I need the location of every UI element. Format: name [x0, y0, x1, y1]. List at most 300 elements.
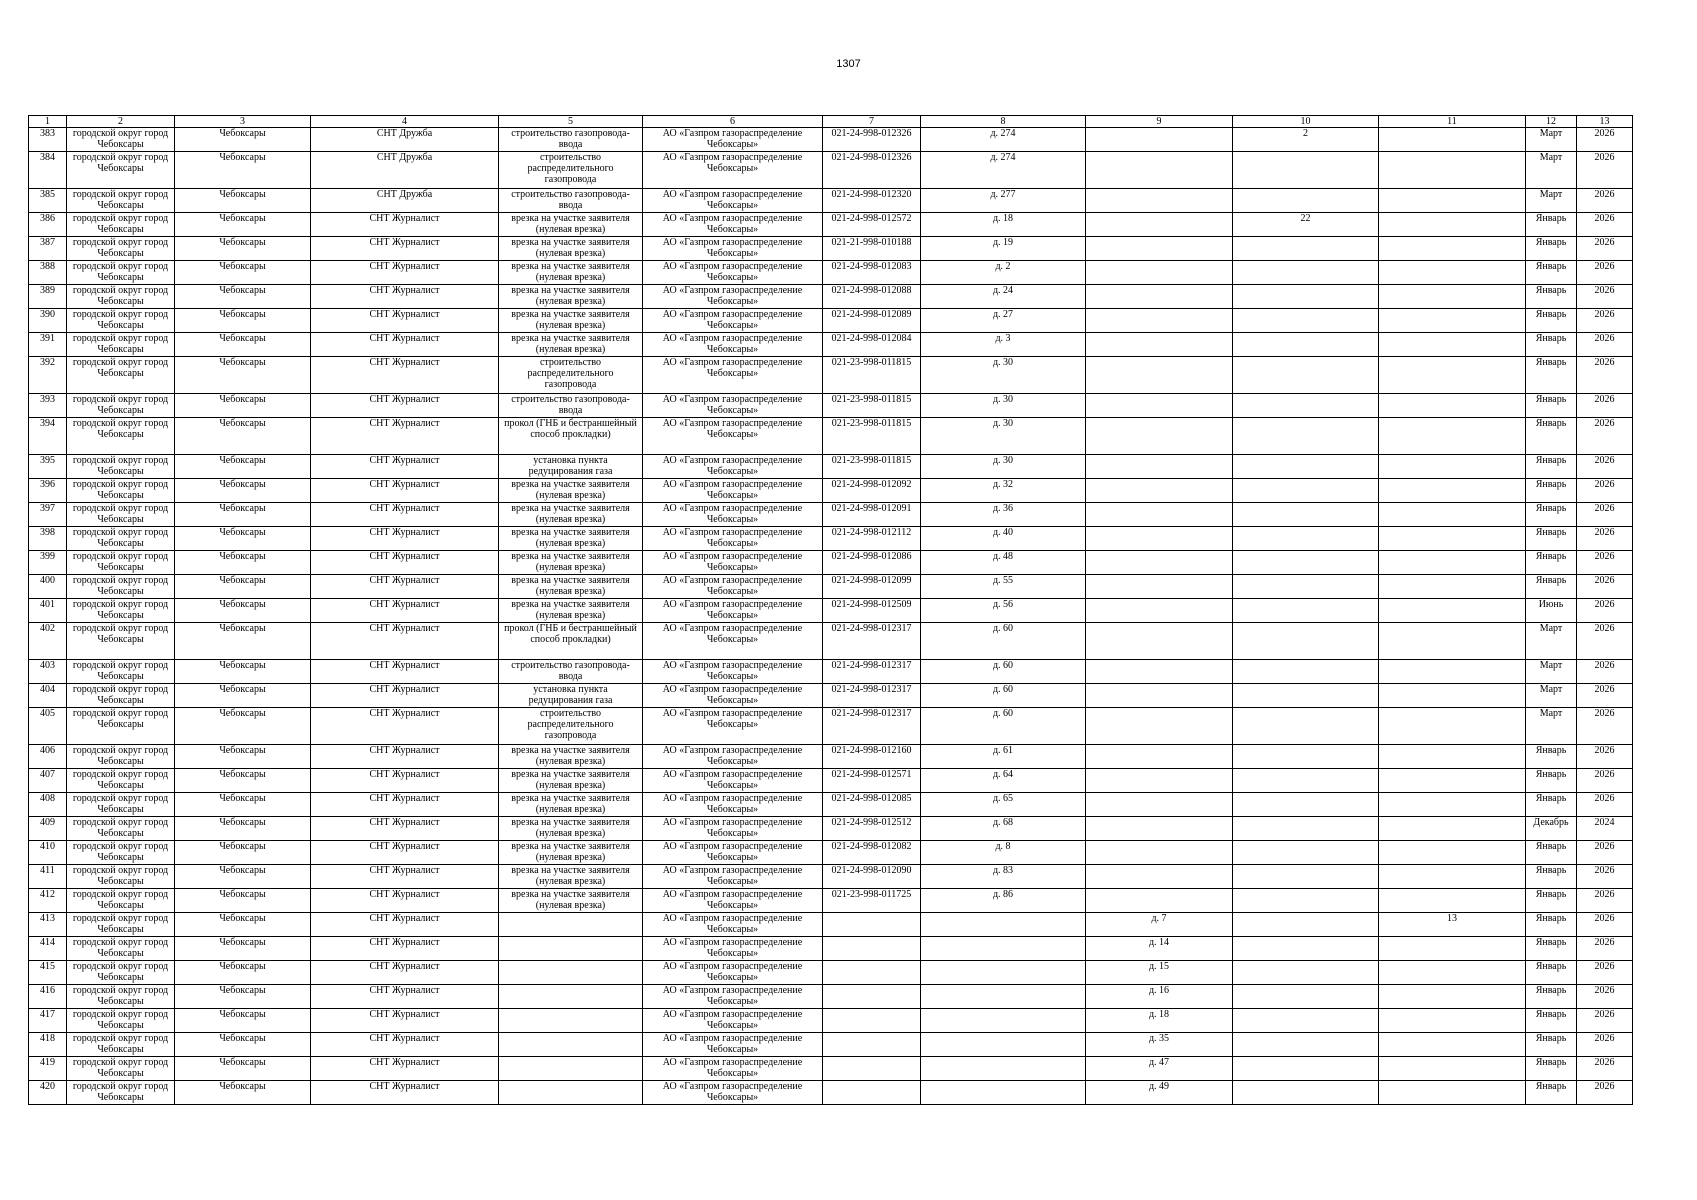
cell-text: 021-24-998-012317: [831, 660, 912, 671]
cell-text: 22: [1300, 213, 1311, 224]
cell-text: [923, 1009, 1083, 1031]
cell-text: Чебоксары: [219, 394, 266, 405]
cell-row-number: [29, 213, 67, 237]
cell-text: городской округ город Чебоксары: [72, 527, 169, 549]
cell-settlement: [175, 865, 311, 889]
table-row: [29, 793, 1633, 817]
cell-text: АО «Газпром газораспределение Чебоксары»: [662, 817, 803, 839]
cell-object-address-alt: [1086, 745, 1233, 769]
cell-year: [1577, 660, 1633, 684]
cell-text: д. 56: [992, 599, 1014, 610]
cell-settlement: [175, 623, 311, 660]
cell-text: СНТ Дружба: [376, 189, 433, 200]
cell-location: [311, 551, 499, 575]
cell-text: [1381, 261, 1523, 283]
cell-object-address-alt: [1086, 455, 1233, 479]
cell-text: СНТ Журналист: [369, 817, 440, 828]
cell-application-number: [823, 1033, 921, 1057]
table-row: [29, 189, 1633, 213]
cell-text: д. 30: [992, 394, 1014, 405]
cell-text: [1235, 189, 1376, 211]
cell-organization: [643, 985, 823, 1009]
cell-text: городской округ город Чебоксары: [72, 684, 169, 706]
cell-text: [1088, 684, 1230, 706]
cell-text: СНТ Журналист: [369, 708, 440, 719]
cell-organization: [643, 1081, 823, 1105]
cell-year: [1577, 745, 1633, 769]
cell-text: 390: [40, 309, 55, 320]
cell-location: [311, 1081, 499, 1105]
cell-month: [1526, 213, 1577, 237]
cell-text: [825, 1057, 918, 1079]
cell-settlement: [175, 285, 311, 309]
cell-object-address-alt: [1086, 418, 1233, 455]
cell-text: Чебоксары: [219, 551, 266, 562]
cell-text: д. 16: [1148, 985, 1170, 996]
cell-object-address-alt: [1086, 913, 1233, 937]
cell-month: [1526, 961, 1577, 985]
cell-text: городской округ город Чебоксары: [72, 913, 169, 935]
cell-text: [923, 1081, 1083, 1103]
cell-text: СНТ Журналист: [369, 1081, 440, 1092]
cell-text: городской округ город Чебоксары: [72, 575, 169, 597]
cell-text: д. 60: [992, 684, 1014, 695]
cell-text: 021-23-998-011815: [831, 394, 912, 405]
cell-object-address: [921, 213, 1086, 237]
cell-text: [501, 985, 640, 1007]
cell-text: [1235, 1009, 1376, 1031]
cell-text: д. 14: [1148, 937, 1170, 948]
cell-text: Март: [1539, 189, 1563, 200]
cell-application-number: [823, 309, 921, 333]
cell-text: врезка на участке заявителя (нулевая врезка): [511, 599, 630, 621]
cell-text: 388: [40, 261, 55, 272]
cell-municipality: [67, 128, 175, 152]
cell-text: АО «Газпром газораспределение Чебоксары»: [662, 503, 803, 525]
cell-text: 2026: [1594, 309, 1615, 320]
cell-text: 2026: [1594, 261, 1615, 272]
table-row: [29, 684, 1633, 708]
cell-text: СНТ Журналист: [369, 394, 440, 405]
cell-text: городской округ город Чебоксары: [72, 357, 169, 379]
cell-text: Чебоксары: [219, 213, 266, 224]
cell-application-number: [823, 841, 921, 865]
table-row: [29, 1033, 1633, 1057]
cell-text: 2026: [1594, 913, 1615, 924]
cell-text: 2026: [1594, 1009, 1615, 1020]
column-header: 2: [67, 116, 175, 128]
cell-count-alt: [1379, 913, 1526, 937]
cell-row-number: [29, 623, 67, 660]
cell-row-number: [29, 394, 67, 418]
cell-text: Чебоксары: [219, 309, 266, 320]
cell-municipality: [67, 152, 175, 189]
cell-text: [1088, 623, 1230, 658]
cell-row-number: [29, 985, 67, 1009]
cell-object-address: [921, 575, 1086, 599]
cell-text: [1235, 937, 1376, 959]
cell-text: СНТ Журналист: [369, 745, 440, 756]
cell-text: 021-24-998-012317: [831, 623, 912, 634]
cell-text: 397: [40, 503, 55, 514]
page-number: 1307: [836, 58, 861, 70]
cell-municipality: [67, 394, 175, 418]
cell-organization: [643, 527, 823, 551]
cell-count-alt: [1379, 357, 1526, 394]
cell-row-number: [29, 189, 67, 213]
cell-location: [311, 985, 499, 1009]
cell-text: Чебоксары: [219, 261, 266, 272]
cell-count-alt: [1379, 1009, 1526, 1033]
cell-month: [1526, 708, 1577, 745]
table-row: [29, 865, 1633, 889]
cell-year: [1577, 1057, 1633, 1081]
cell-settlement: [175, 551, 311, 575]
cell-text: АО «Газпром газораспределение Чебоксары»: [662, 357, 803, 379]
cell-row-number: [29, 769, 67, 793]
cell-text: д. 30: [992, 455, 1014, 466]
cell-count-alt: [1379, 793, 1526, 817]
cell-application-number: [823, 189, 921, 213]
cell-application-number: [823, 237, 921, 261]
cell-text: СНТ Журналист: [369, 357, 440, 368]
cell-text: [1088, 189, 1230, 211]
cell-settlement: [175, 1009, 311, 1033]
cell-text: врезка на участке заявителя (нулевая врезка): [511, 745, 630, 767]
column-header: 13: [1577, 116, 1633, 128]
cell-object-address-alt: [1086, 889, 1233, 913]
cell-text: СНТ Журналист: [369, 479, 440, 490]
cell-text: [1235, 961, 1376, 983]
cell-count-alt: [1379, 189, 1526, 213]
cell-organization: [643, 394, 823, 418]
cell-text: Чебоксары: [219, 189, 266, 200]
cell-year: [1577, 357, 1633, 394]
cell-text: АО «Газпром газораспределение Чебоксары»: [662, 309, 803, 331]
cell-year: [1577, 985, 1633, 1009]
cell-text: [1381, 503, 1523, 525]
cell-text: 2026: [1594, 660, 1615, 671]
cell-text: Чебоксары: [219, 152, 266, 163]
cell-object-address: [921, 793, 1086, 817]
cell-count: [1233, 1009, 1379, 1033]
cell-count: [1233, 128, 1379, 152]
cell-text: 414: [40, 937, 55, 948]
cell-text: Чебоксары: [219, 1081, 266, 1092]
cell-object-address: [921, 961, 1086, 985]
cell-settlement: [175, 913, 311, 937]
cell-object-address-alt: [1086, 189, 1233, 213]
cell-text: [1381, 937, 1523, 959]
cell-count-alt: [1379, 1081, 1526, 1105]
cell-text: 410: [40, 841, 55, 852]
cell-text: СНТ Журналист: [369, 1057, 440, 1068]
cell-location: [311, 913, 499, 937]
cell-object-address-alt: [1086, 128, 1233, 152]
table-row: [29, 551, 1633, 575]
cell-text: строительство распределительного газопровода: [527, 708, 614, 741]
cell-count: [1233, 418, 1379, 455]
cell-text: городской округ город Чебоксары: [72, 333, 169, 355]
cell-count: [1233, 189, 1379, 213]
cell-location: [311, 213, 499, 237]
cell-text: д. 48: [992, 551, 1014, 562]
cell-text: [923, 937, 1083, 959]
cell-organization: [643, 455, 823, 479]
cell-month: [1526, 285, 1577, 309]
cell-text: д. 32: [992, 479, 1014, 490]
cell-count: [1233, 793, 1379, 817]
cell-organization: [643, 865, 823, 889]
cell-work-type: [499, 817, 643, 841]
cell-object-address-alt: [1086, 1057, 1233, 1081]
cell-text: врезка на участке заявителя (нулевая врезка): [511, 817, 630, 839]
cell-work-type: [499, 769, 643, 793]
cell-object-address: [921, 261, 1086, 285]
cell-location: [311, 865, 499, 889]
cell-application-number: [823, 684, 921, 708]
cell-text: АО «Газпром газораспределение Чебоксары»: [662, 551, 803, 573]
cell-text: Чебоксары: [219, 913, 266, 924]
cell-text: 021-24-998-012086: [831, 551, 912, 562]
table-row: [29, 455, 1633, 479]
cell-text: д. 49: [1148, 1081, 1170, 1092]
table-row: [29, 309, 1633, 333]
cell-text: 2026: [1594, 128, 1615, 139]
cell-text: городской округ город Чебоксары: [72, 745, 169, 767]
cell-text: [825, 961, 918, 983]
cell-text: городской округ город Чебоксары: [72, 418, 169, 440]
cell-text: АО «Газпром газораспределение Чебоксары»: [662, 623, 803, 645]
cell-text: Март: [1539, 708, 1563, 719]
cell-municipality: [67, 684, 175, 708]
cell-text: 416: [40, 985, 55, 996]
cell-text: городской округ город Чебоксары: [72, 793, 169, 815]
cell-text: АО «Газпром газораспределение Чебоксары»: [662, 479, 803, 501]
cell-row-number: [29, 285, 67, 309]
cell-year: [1577, 793, 1633, 817]
cell-count: [1233, 527, 1379, 551]
cell-text: 399: [40, 551, 55, 562]
cell-text: Январь: [1535, 913, 1567, 924]
cell-text: д. 18: [1148, 1009, 1170, 1020]
cell-count: [1233, 309, 1379, 333]
cell-text: АО «Газпром газораспределение Чебоксары»: [662, 1081, 803, 1103]
cell-text: [1381, 961, 1523, 983]
cell-application-number: [823, 623, 921, 660]
cell-text: Чебоксары: [219, 841, 266, 852]
cell-text: АО «Газпром газораспределение Чебоксары»: [662, 394, 803, 416]
cell-month: [1526, 985, 1577, 1009]
cell-text: [1088, 309, 1230, 331]
table-row: [29, 1057, 1633, 1081]
cell-text: 2026: [1594, 503, 1615, 514]
cell-text: врезка на участке заявителя (нулевая врезка): [511, 503, 630, 525]
cell-count: [1233, 394, 1379, 418]
cell-location: [311, 575, 499, 599]
cell-text: СНТ Журналист: [369, 213, 440, 224]
cell-year: [1577, 961, 1633, 985]
cell-text: 2026: [1594, 684, 1615, 695]
cell-text: 387: [40, 237, 55, 248]
cell-work-type: [499, 1081, 643, 1105]
cell-text: 2026: [1594, 357, 1615, 368]
cell-text: д. 277: [990, 189, 1016, 200]
cell-text: АО «Газпром газораспределение Чебоксары»: [662, 128, 803, 150]
cell-text: [1088, 708, 1230, 743]
cell-object-address: [921, 309, 1086, 333]
cell-text: городской округ город Чебоксары: [72, 1033, 169, 1055]
cell-text: [1088, 479, 1230, 501]
cell-text: [1381, 599, 1523, 621]
cell-text: Чебоксары: [219, 455, 266, 466]
cell-count: [1233, 237, 1379, 261]
cell-text: 407: [40, 769, 55, 780]
cell-month: [1526, 503, 1577, 527]
cell-row-number: [29, 261, 67, 285]
table-row: [29, 937, 1633, 961]
cell-text: 021-24-998-012083: [831, 261, 912, 272]
cell-row-number: [29, 237, 67, 261]
cell-municipality: [67, 1009, 175, 1033]
cell-month: [1526, 660, 1577, 684]
cell-text: 021-24-998-012099: [831, 575, 912, 586]
cell-year: [1577, 623, 1633, 660]
cell-application-number: [823, 660, 921, 684]
cell-year: [1577, 913, 1633, 937]
cell-text: Чебоксары: [219, 985, 266, 996]
cell-text: Чебоксары: [219, 1033, 266, 1044]
cell-text: СНТ Журналист: [369, 841, 440, 852]
cell-text: прокол (ГНБ и бестраншейный способ прокладки): [504, 418, 637, 440]
cell-application-number: [823, 575, 921, 599]
cell-text: д. 86: [992, 889, 1014, 900]
cell-text: д. 15: [1148, 961, 1170, 972]
cell-text: Январь: [1535, 889, 1567, 900]
cell-text: городской округ город Чебоксары: [72, 841, 169, 863]
cell-text: [1088, 660, 1230, 682]
cell-text: АО «Газпром газораспределение Чебоксары»: [662, 660, 803, 682]
cell-text: АО «Газпром газораспределение Чебоксары»: [662, 1009, 803, 1031]
cell-text: [1235, 357, 1376, 392]
cell-text: городской округ город Чебоксары: [72, 817, 169, 839]
cell-count: [1233, 985, 1379, 1009]
cell-object-address-alt: [1086, 937, 1233, 961]
cell-application-number: [823, 985, 921, 1009]
cell-text: д. 61: [992, 745, 1014, 756]
cell-text: д. 65: [992, 793, 1014, 804]
cell-text: [1381, 189, 1523, 211]
cell-month: [1526, 152, 1577, 189]
cell-organization: [643, 889, 823, 913]
cell-text: [1381, 575, 1523, 597]
cell-text: 021-23-998-011815: [831, 418, 912, 429]
cell-object-address-alt: [1086, 333, 1233, 357]
cell-text: 021-24-998-012326: [831, 152, 912, 163]
cell-text: Март: [1539, 660, 1563, 671]
cell-text: Чебоксары: [219, 745, 266, 756]
cell-work-type: [499, 237, 643, 261]
cell-work-type: [499, 285, 643, 309]
cell-month: [1526, 1057, 1577, 1081]
cell-object-address-alt: [1086, 309, 1233, 333]
cell-text: [1235, 261, 1376, 283]
cell-text: 417: [40, 1009, 55, 1020]
cell-work-type: [499, 189, 643, 213]
cell-text: Чебоксары: [219, 623, 266, 634]
cell-month: [1526, 128, 1577, 152]
cell-text: 2026: [1594, 333, 1615, 344]
cell-location: [311, 684, 499, 708]
cell-text: 404: [40, 684, 55, 695]
cell-year: [1577, 261, 1633, 285]
cell-count-alt: [1379, 841, 1526, 865]
column-header: 6: [643, 116, 823, 128]
cell-text: [1235, 503, 1376, 525]
cell-text: СНТ Журналист: [369, 889, 440, 900]
cell-text: Март: [1539, 684, 1563, 695]
cell-object-address: [921, 418, 1086, 455]
cell-text: д. 47: [1148, 1057, 1170, 1068]
cell-location: [311, 309, 499, 333]
cell-organization: [643, 551, 823, 575]
cell-settlement: [175, 503, 311, 527]
cell-work-type: [499, 1057, 643, 1081]
cell-month: [1526, 769, 1577, 793]
cell-text: АО «Газпром газораспределение Чебоксары»: [662, 575, 803, 597]
cell-text: [1381, 708, 1523, 743]
cell-application-number: [823, 261, 921, 285]
table-row: [29, 357, 1633, 394]
cell-text: [501, 1009, 640, 1031]
cell-work-type: [499, 684, 643, 708]
cell-month: [1526, 394, 1577, 418]
cell-work-type: [499, 660, 643, 684]
cell-application-number: [823, 913, 921, 937]
cell-text: 2026: [1594, 1033, 1615, 1044]
cell-text: 021-24-998-012085: [831, 793, 912, 804]
cell-text: 021-24-998-012089: [831, 309, 912, 320]
cell-row-number: [29, 455, 67, 479]
cell-organization: [643, 575, 823, 599]
cell-location: [311, 817, 499, 841]
cell-text: [1235, 623, 1376, 658]
cell-application-number: [823, 357, 921, 394]
cell-text: д. 60: [992, 623, 1014, 634]
cell-row-number: [29, 1057, 67, 1081]
cell-text: Январь: [1535, 551, 1567, 562]
cell-year: [1577, 309, 1633, 333]
cell-object-address-alt: [1086, 793, 1233, 817]
cell-application-number: [823, 1057, 921, 1081]
cell-text: [1088, 551, 1230, 573]
table-row: [29, 261, 1633, 285]
cell-count-alt: [1379, 479, 1526, 503]
cell-text: врезка на участке заявителя (нулевая врезка): [511, 527, 630, 549]
cell-text: [1381, 1009, 1523, 1031]
cell-work-type: [499, 841, 643, 865]
cell-text: [1088, 527, 1230, 549]
cell-location: [311, 261, 499, 285]
table-row: [29, 503, 1633, 527]
cell-month: [1526, 599, 1577, 623]
table-row: [29, 889, 1633, 913]
cell-year: [1577, 213, 1633, 237]
cell-text: городской округ город Чебоксары: [72, 551, 169, 573]
cell-count: [1233, 660, 1379, 684]
cell-text: городской округ город Чебоксары: [72, 309, 169, 331]
cell-text: СНТ Журналист: [369, 769, 440, 780]
